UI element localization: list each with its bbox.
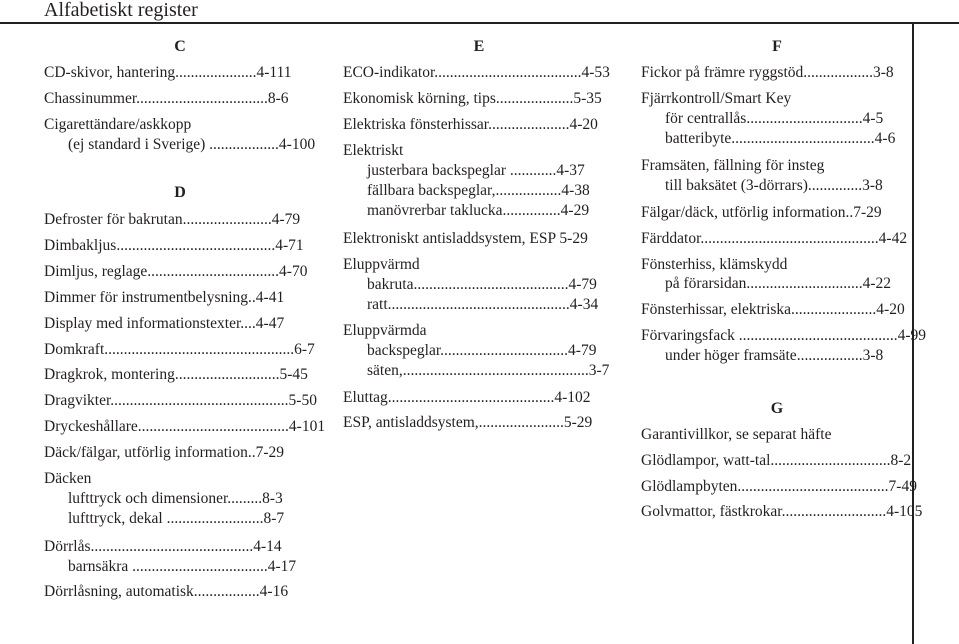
index-entry: Dörrlåsning, automatisk.................4-16 (44, 583, 289, 600)
index-entry: Domkraft.................................................6-7 (44, 341, 315, 358)
section-letter-g: G (770, 400, 784, 417)
section-letter-e: E (473, 38, 485, 55)
index-entry: Elektroniskt antisladdsystem, ESP 5-29 (343, 230, 588, 247)
index-entry: ECO-indikator......................................4-53 (343, 64, 610, 81)
index-entry: Eluttag...........................................4-102 (343, 389, 591, 406)
index-entry: Dimljus, reglage..................................4-70 (44, 263, 308, 280)
index-entry: backspeglar.................................4-79 (367, 342, 597, 359)
index-entry: Golvmattor, fästkrokar...........................4-105 (641, 503, 923, 520)
index-entry: Glödlampor, watt-tal...............................8-2 (641, 452, 912, 469)
index-entry: Fönsterhiss, klämskydd (641, 256, 788, 273)
index-entry: Dörrlås..........................................4-14 (44, 538, 282, 555)
index-entry: Fönsterhissar, elektriska......................4-20 (641, 301, 905, 318)
index-entry: batteribyte.....................................4-6 (665, 130, 896, 147)
page-title: Alfabetiskt register (44, 0, 198, 21)
index-entry: Framsäten, fällning för insteg (641, 157, 825, 174)
index-entry: barnsäkra ...................................4-17 (68, 558, 297, 575)
index-entry: Dimmer för instrumentbelysning..4-41 (44, 289, 285, 306)
index-entry: bakruta........................................4-79 (367, 276, 597, 293)
index-entry: Fjärrkontroll/Smart Key (641, 90, 792, 107)
index-entry: Fälgar/däck, utförlig information..7-29 (641, 204, 882, 221)
index-entry: Defroster för bakrutan.......................4-79 (44, 211, 301, 228)
index-entry: på förarsidan..............................4-22 (665, 275, 891, 292)
index-entry: Display med informationstexter....4-47 (44, 315, 285, 332)
section-letter-c: C (174, 38, 186, 55)
index-entry: Dimbakljus.........................................4-71 (44, 237, 304, 254)
index-entry: för centrallås..............................4-5 (665, 110, 884, 127)
index-entry: Eluppvärmda (343, 322, 427, 339)
index-entry: Elektriska fönsterhissar.....................4-20 (343, 116, 598, 133)
index-entry: fällbara backspeglar,.................4-38 (367, 182, 590, 199)
index-entry: Fickor på främre ryggstöd..................3-8 (641, 64, 894, 81)
index-entry: Chassinummer..................................8-6 (44, 90, 289, 107)
index-entry: ratt...............................................4-34 (367, 296, 599, 313)
index-entry: Dragkrok, montering...........................5-45 (44, 366, 308, 383)
index-entry: CD-skivor, hantering.....................4-111 (44, 64, 292, 81)
index-entry: under höger framsäte.................3-8 (665, 347, 884, 364)
index-entry: Glödlampbyten.......................................7-49 (641, 478, 917, 495)
index-entry: (ej standard i Sverige) ..................4-100 (68, 136, 316, 153)
index-entry: Eluppvärmd (343, 256, 420, 273)
index-entry: lufttryck och dimensioner.........8-3 (68, 490, 283, 507)
index-entry: säten,................................................3-7 (367, 362, 610, 379)
header-rule (0, 22, 959, 24)
index-entry: Färddator..............................................4-42 (641, 230, 908, 247)
index-entry: Förvaringsfack .........................................4-99 (641, 327, 926, 344)
index-entry: Däcken (44, 470, 92, 487)
index-entry: Dryckeshållare.......................................4-101 (44, 418, 326, 435)
index-entry: Garantivillkor, se separat häfte (641, 426, 832, 443)
section-letter-f: F (772, 38, 782, 55)
index-entry: Däck/fälgar, utförlig information..7-29 (44, 444, 284, 461)
page-header (0, 0, 959, 22)
index-entry: manövrerbar taklucka...............4-29 (367, 202, 590, 219)
index-entry: lufttryck, dekal .........................8-7 (68, 510, 285, 527)
index-entry: justerbara backspeglar ............4-37 (367, 162, 585, 179)
section-letter-d: D (174, 184, 186, 201)
index-entry: ESP, antisladdsystem,......................5-29 (343, 414, 593, 431)
index-entry: till baksätet (3-dörrars)..............3-8 (665, 177, 883, 194)
index-entry: Cigarettändare/askkopp (44, 116, 192, 133)
index-entry: Elektriskt (343, 142, 404, 159)
index-entry: Dragvikter..............................................5-50 (44, 392, 317, 409)
index-entry: Ekonomisk körning, tips....................5-35 (343, 90, 602, 107)
